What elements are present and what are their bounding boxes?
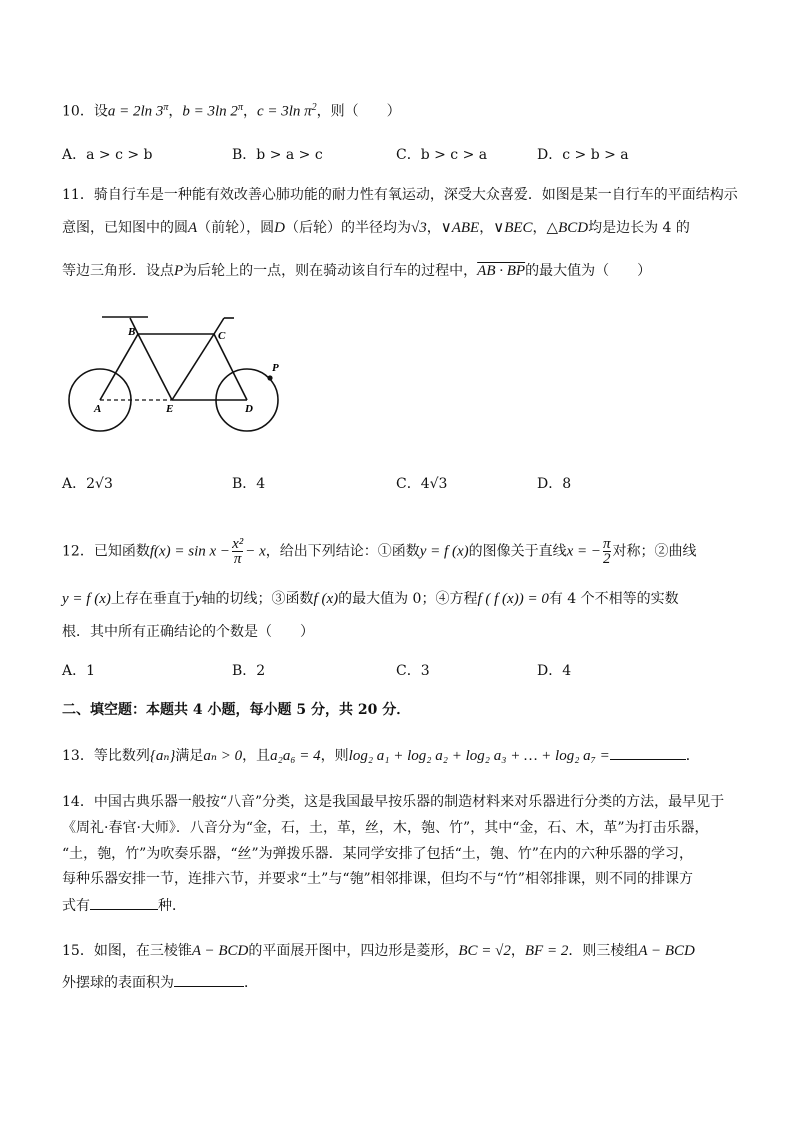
q11-text: （前轮），圆: [197, 220, 275, 236]
q13-text: ．: [685, 748, 700, 764]
q15-pyramid: A − BCD: [638, 943, 695, 959]
q12-text: 的图像关于直线: [468, 543, 567, 560]
q12-frac-num: x²: [232, 536, 244, 552]
q11-line-1: 11．骑自行车是一种能有效改善心肺功能的耐力性有氧运动，深受大众喜爱．如图是某一自行车的平面结构示: [62, 187, 738, 203]
q15-text: ，: [510, 943, 525, 959]
q13-condition: aₙ > 0: [203, 748, 243, 764]
q14-text: 种．: [158, 898, 186, 914]
q12-text: 对称；②曲线: [612, 543, 697, 560]
q15-text: 15．如图，在三棱锥: [62, 943, 192, 959]
q15-text: ．: [244, 975, 258, 991]
q12-text: 上存在垂直于: [110, 591, 195, 607]
q15-text: 外摆球的表面积为: [62, 975, 174, 991]
q13-text: ，且: [242, 748, 271, 764]
q12-frac-num: π: [603, 536, 611, 552]
q11-text: 等边三角形．设点: [62, 263, 174, 279]
q10-option-c: C．b > c > a: [396, 147, 488, 163]
q15-pyramid: A − BCD: [191, 943, 249, 959]
label-a: A: [94, 403, 102, 415]
q13-log-sum: log₂ a₁ + log₂ a₂ + log₂ a₃ + … + log₂ a₇ =: [348, 748, 610, 764]
q13-text: 满足: [175, 748, 204, 764]
bicycle-figure: [62, 308, 284, 438]
q11-option-c: C．4√3: [396, 476, 448, 492]
q11-option-a: A．2√3: [62, 476, 113, 492]
q13-product: a₂a₆ = 4: [270, 748, 321, 764]
q10-a-exp: π: [163, 102, 169, 113]
q11-point-d: D: [274, 220, 286, 236]
q12-y-fx: y = f (x): [62, 591, 111, 607]
q14-line-4: 每种乐器安排一节，连排六节，并要求“土”与“匏”相邻排课，但均不与“竹”相邻排课，则不同的排课方: [62, 871, 693, 887]
q12-line-1: [62, 537, 697, 566]
q14-line-1: 14．中国古典乐器一般按“八音”分类，这是我国最早按乐器的制造材料来对乐器进行分类的方法，最早见于: [62, 794, 725, 810]
q12-frac-den: π: [233, 551, 242, 567]
label-p: P: [272, 362, 279, 374]
q12-y-fx: y = f (x): [419, 543, 469, 560]
q12-y-axis: y: [194, 591, 202, 607]
q10-b-exp: π: [237, 102, 243, 113]
q13-line: [62, 745, 700, 766]
q12-option-b: B．2: [232, 663, 266, 679]
figure-background: [62, 308, 284, 438]
q11-text: 均是边长为 4 的: [588, 220, 690, 236]
q15-answer-blank[interactable]: [174, 972, 244, 987]
q12-option-a: A．1: [62, 663, 96, 679]
q14-answer-blank[interactable]: [90, 895, 158, 910]
q12-line-3: 根．其中所有正确结论的个数是（ ）: [62, 624, 314, 640]
q10-tail: ，则（ ）: [316, 103, 401, 120]
q12-text: 有 4 个不相等的实数: [548, 591, 679, 607]
q10-stem: [62, 98, 401, 122]
q13-sequence: {aₙ}: [149, 748, 176, 764]
q11-tri-bcd: △BCD: [546, 220, 589, 236]
q11-point-p: P: [174, 263, 184, 279]
q11-text: （后轮）的半径均为: [285, 220, 412, 236]
q12-function: f(x) = sin x −: [149, 543, 231, 560]
label-d: D: [245, 403, 253, 415]
label-c: C: [218, 330, 226, 342]
q11-option-b: B．4: [232, 476, 266, 492]
q15-bc: BC = √2: [458, 943, 511, 959]
q11-text: ，: [479, 220, 494, 236]
label-e: E: [166, 403, 174, 415]
q10-c-expr: c = 3ln π: [256, 103, 312, 120]
section-heading-fill-in: 二、填空题：本题共 4 小题，每小题 5 分，共 20 分．: [62, 702, 411, 718]
q12-equation: f ( f (x)) = 0: [477, 591, 549, 607]
q13-answer-blank[interactable]: [610, 745, 686, 760]
q10-sep: ，: [168, 103, 183, 120]
q11-text: 的最大值为（ ）: [525, 263, 652, 279]
q12-text: 12．已知函数: [62, 543, 150, 560]
q11-radius: √3: [411, 220, 427, 236]
q11-text: 为后轮上的一点，则在骑动该自行车的过程中，: [183, 263, 478, 279]
q10-option-b: B．b > a > c: [232, 147, 323, 163]
q13-text: 13．等比数列: [62, 748, 150, 764]
point-p-dot: [267, 375, 272, 380]
q14-line-5: [62, 895, 186, 916]
q11-text: ，: [426, 220, 441, 236]
q14-line-2: 《周礼·春官·大师》．八音分为“金，石，土，革，丝，木，匏、竹”，其中“金，石、木，革”为打击乐器，: [62, 820, 709, 836]
q15-text: ．则三棱组: [568, 943, 639, 959]
q11-point-a: A: [188, 220, 198, 236]
q11-dot-product: AB · BP: [477, 263, 526, 279]
label-b: B: [128, 326, 136, 338]
q15-line-1: [62, 941, 695, 961]
q12-text: 的最大值为 0；④方程: [338, 591, 478, 607]
q15-line-2: [62, 972, 258, 993]
q10-option-a: A．a > c > b: [62, 147, 153, 163]
q10-sep: ，: [242, 103, 257, 120]
q12-text: ，给出下列结论：①函数: [265, 543, 420, 560]
q11-option-d: D．8: [537, 476, 572, 492]
q13-text: ，则: [320, 748, 349, 764]
q12-option-d: D．4: [537, 663, 572, 679]
q12-fx: f (x): [313, 591, 339, 607]
q11-tri-abe: ∨ABE: [440, 220, 480, 236]
q12-line-2: [62, 589, 679, 609]
q11-line-2: [62, 218, 690, 238]
q12-frac-den: 2: [603, 551, 611, 567]
q14-text: 式有: [62, 898, 90, 914]
q12-fraction-x2-pi: [232, 537, 243, 566]
q11-tri-bec: ∨BEC: [493, 220, 533, 236]
q12-line-x: x = −: [566, 543, 602, 560]
q14-line-3: “土，匏，竹”为吹奏乐器，“丝”为弹拨乐器．某同学安排了包括“土，匏、竹”在内的六种乐器的学习，: [62, 846, 693, 862]
q12-text: 轴的切线；③函数: [201, 591, 314, 607]
q11-text: 意图，已知图中的圆: [62, 220, 188, 236]
q10-c-exp: 2: [311, 102, 317, 113]
q15-bf: BF = 2: [524, 943, 569, 959]
q12-option-c: C．3: [396, 663, 430, 679]
q11-text: ，: [532, 220, 547, 236]
q10-b-expr: b = 3ln 2: [182, 103, 238, 120]
q12-function-tail: − x: [245, 543, 266, 560]
q10-option-d: D．c > b > a: [537, 147, 629, 163]
q12-fraction-pi-2: [603, 537, 611, 566]
q10-number: 10．设: [62, 103, 108, 120]
q15-text: 的平面展开图中，四边形是菱形，: [248, 943, 459, 959]
q11-line-3: [62, 261, 651, 281]
q10-a-expr: a = 2ln 3: [107, 103, 164, 120]
